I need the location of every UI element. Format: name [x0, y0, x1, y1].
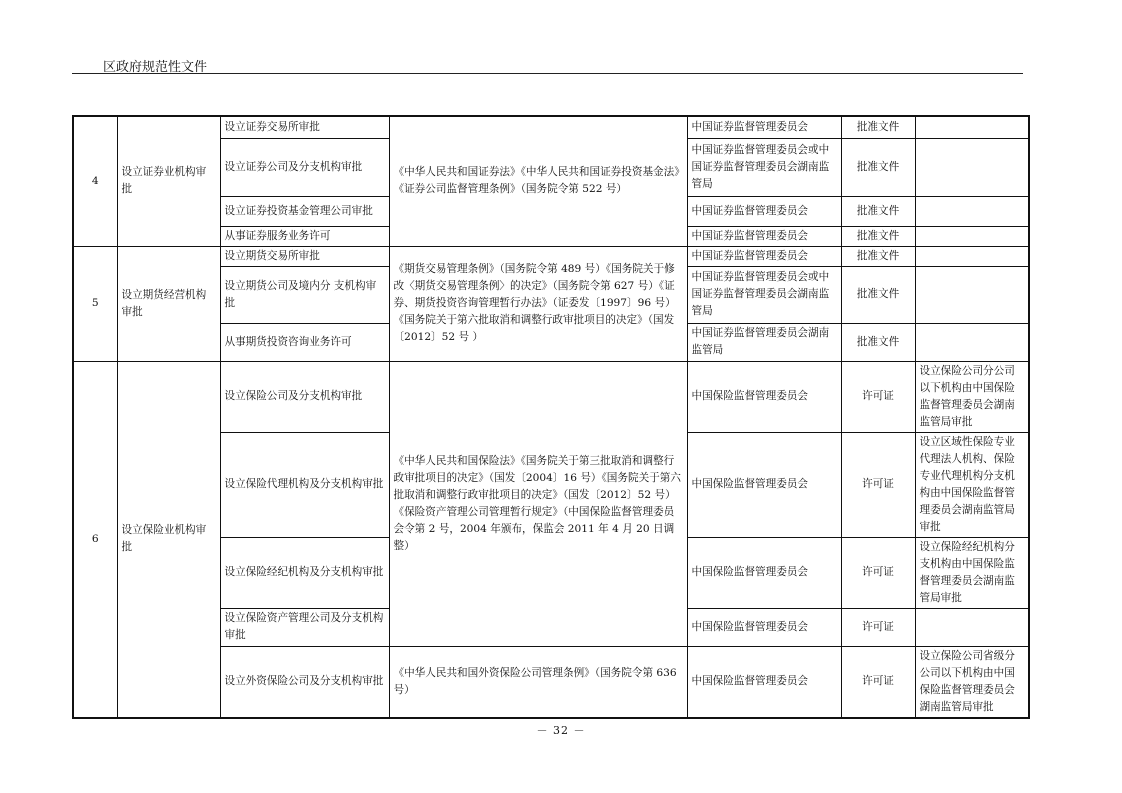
remark [915, 323, 1029, 361]
approval-document: 批准文件 [841, 323, 915, 361]
legal-basis: 《中华人民共和国外资保险公司管理条例》（国务院令第 636 号） [389, 646, 687, 718]
legal-basis: 《中华人民共和国保险法》《国务院关于第三批取消和调整行政审批项目的决定》（国发〔2004〕16 号）《国务院关于第六批取消和调整行政审批项目的决定》（国发〔2012〕52 号）《保险资产管理公司管理暂行规定》（中国保险监督管理委员会令第 2 号，2004 年颁布，保监会 2011 年 4 月 20 日调整） [389, 361, 687, 646]
item-name: 设立证券公司及分支机构审批 [220, 138, 389, 196]
item-name: 设立保险公司及分支机构审批 [220, 361, 389, 432]
category-name: 设立证券业机构审批 [117, 116, 220, 246]
approval-table [72, 115, 1030, 719]
approval-department: 中国证券监督管理委员会或中国证券监督管理委员会湖南监管局 [687, 266, 841, 323]
approval-department: 中国证券监督管理委员会湖南监管局 [687, 323, 841, 361]
legal-basis: 《中华人民共和国证券法》《中华人民共和国证券投资基金法》《证券公司监督管理条例》（国务院令第 522 号） [389, 116, 687, 246]
approval-department: 中国证券监督管理委员会 [687, 196, 841, 226]
item-name: 设立保险经纪机构及分支机构审批 [220, 537, 389, 608]
approval-document: 批准文件 [841, 226, 915, 246]
approval-department: 中国保险监督管理委员会 [687, 432, 841, 537]
remark: 设立区域性保险专业代理法人机构、保险专业代理机构分支机构由中国保险监督管理委员会湖南监管局审批 [915, 432, 1029, 537]
approval-department: 中国保险监督管理委员会 [687, 537, 841, 608]
remark [915, 226, 1029, 246]
remark [915, 138, 1029, 196]
approval-document: 许可证 [841, 608, 915, 646]
item-name: 设立保险代理机构及分支机构审批 [220, 432, 389, 537]
remark [915, 246, 1029, 266]
item-name: 从事证券服务业务许可 [220, 226, 389, 246]
table-row [73, 116, 1029, 138]
approval-department: 中国证券监督管理委员会 [687, 226, 841, 246]
approval-document: 许可证 [841, 361, 915, 432]
approval-document: 许可证 [841, 537, 915, 608]
approval-department: 中国保险监督管理委员会 [687, 646, 841, 718]
approval-document: 批准文件 [841, 116, 915, 138]
item-index: 4 [73, 116, 117, 246]
approval-department: 中国证券监督管理委员会或中国证券监督管理委员会湖南监管局 [687, 138, 841, 196]
approval-department: 中国证券监督管理委员会 [687, 116, 841, 138]
approval-department: 中国证券监督管理委员会 [687, 246, 841, 266]
document-header: 区政府规范性文件 [103, 60, 208, 75]
approval-document: 批准文件 [841, 266, 915, 323]
approval-department: 中国保险监督管理委员会 [687, 361, 841, 432]
remark [915, 608, 1029, 646]
item-name: 设立证券交易所审批 [220, 116, 389, 138]
category-name: 设立保险业机构审批 [117, 361, 220, 718]
remark [915, 196, 1029, 226]
remark [915, 116, 1029, 138]
approval-document: 许可证 [841, 646, 915, 718]
item-index: 5 [73, 246, 117, 361]
item-name: 设立期货交易所审批 [220, 246, 389, 266]
approval-document: 批准文件 [841, 138, 915, 196]
approval-document: 批准文件 [841, 196, 915, 226]
legal-basis: 《期货交易管理条例》（国务院令第 489 号）《国务院关于修改〈期货交易管理条例〉的决定》（国务院令第 627 号）《证券、期货投资咨询管理暂行办法》（证委发〔1997〕96 号）《国务院关于第六批取消和调整行政审批项目的决定》（国发〔2012〕52 号 ） [389, 246, 687, 361]
header-divider [72, 73, 1023, 74]
remark: 设立保险公司分公司以下机构由中国保险监督管理委员会湖南监管局审批 [915, 361, 1029, 432]
table-row [73, 246, 1029, 266]
item-name: 设立证券投资基金管理公司审批 [220, 196, 389, 226]
remark: 设立保险经纪机构分支机构由中国保险监督管理委员会湖南监管局审批 [915, 537, 1029, 608]
item-name: 设立期货公司及境内分 支机构审批 [220, 266, 389, 323]
item-name: 设立保险资产管理公司及分支机构审批 [220, 608, 389, 646]
item-index: 6 [73, 361, 117, 718]
approval-document: 批准文件 [841, 246, 915, 266]
item-name: 从事期货投资咨询业务许可 [220, 323, 389, 361]
table-row [73, 361, 1029, 432]
remark [915, 266, 1029, 323]
page-number: － 32 － [536, 724, 586, 737]
item-name: 设立外资保险公司及分支机构审批 [220, 646, 389, 718]
approval-document: 许可证 [841, 432, 915, 537]
category-name: 设立期货经营机构审批 [117, 246, 220, 361]
approval-department: 中国保险监督管理委员会 [687, 608, 841, 646]
remark: 设立保险公司省级分公司以下机构由中国保险监督管理委员会湖南监管局审批 [915, 646, 1029, 718]
